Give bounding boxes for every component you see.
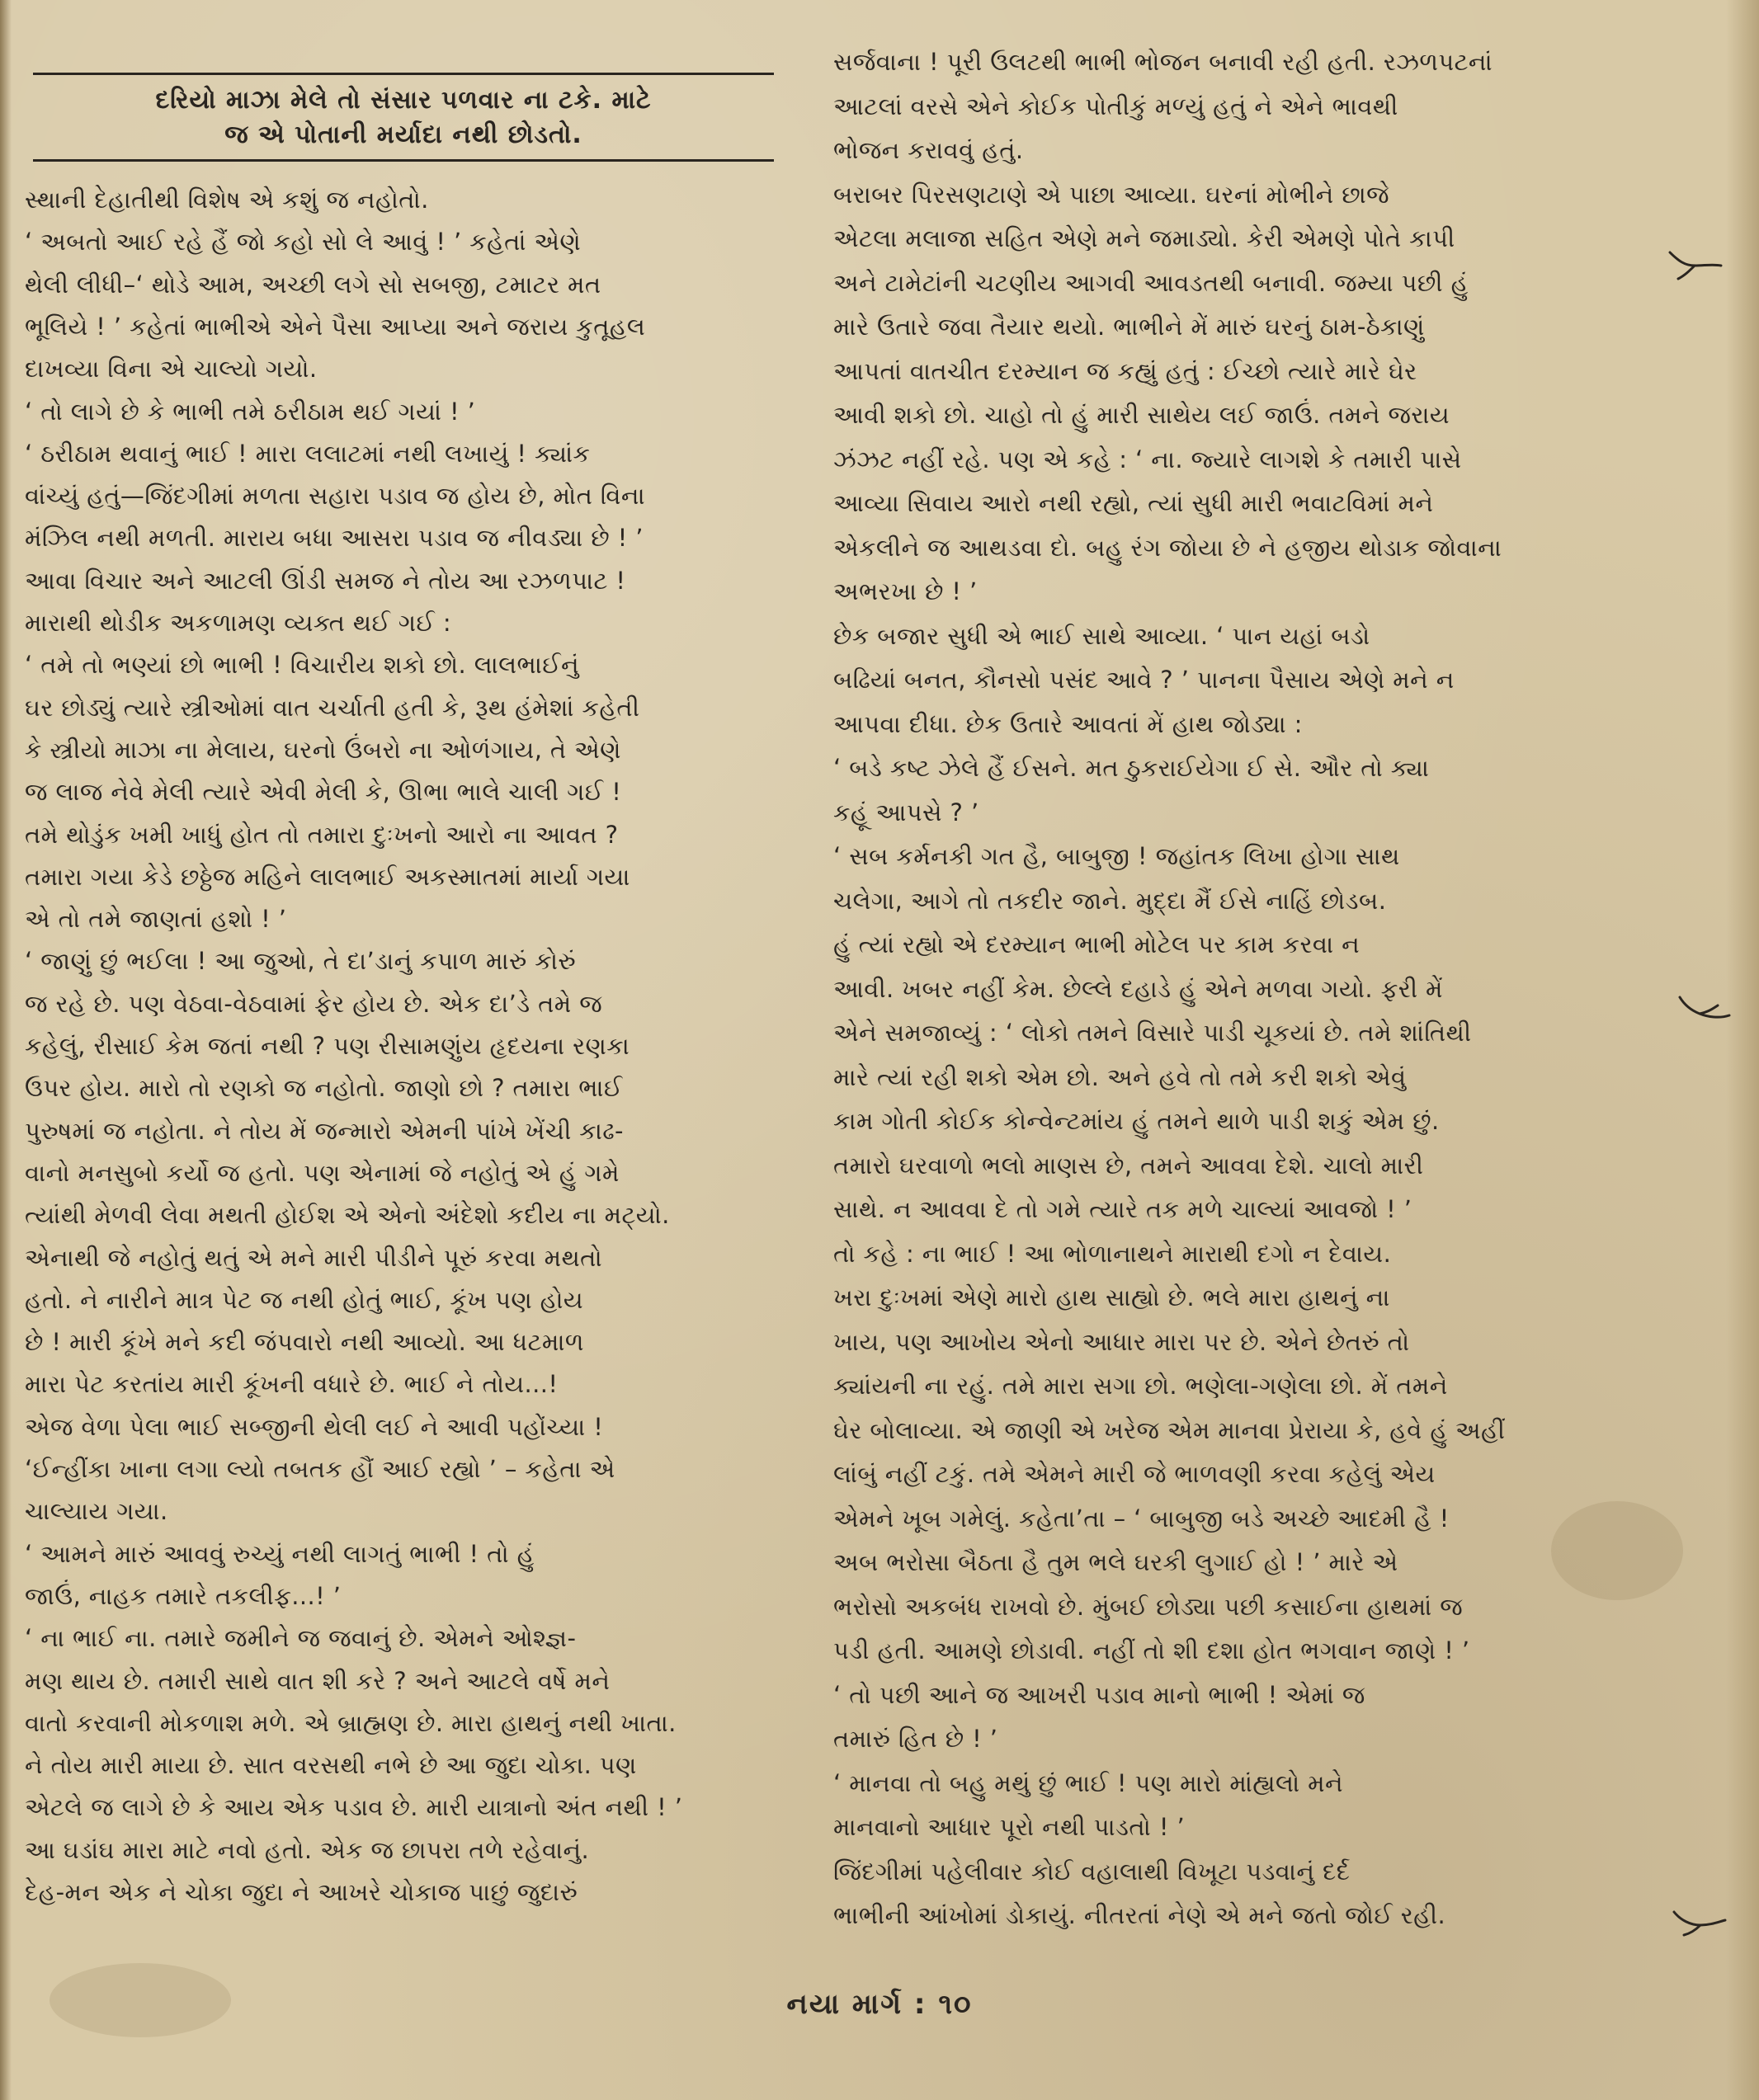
page-edge-shadow (1726, 0, 1759, 2100)
text-line: કહેલું, રીસાઈ કેમ જતાં નથી ? પણ રીસામણુંય હૃદયના રણકા (25, 1032, 630, 1060)
page-edge-shadow (0, 0, 12, 2100)
text-line: મારા પેટ કરતાંય મારી કૂંખની વધારે છે. ભાઈ ને તોય...! (25, 1370, 559, 1399)
text-line: જ રહે છે. પણ વેઠવા-વેઠવામાં ફેર હોય છે. એક દા’ડે તમે જ (25, 989, 603, 1018)
page-footer: નયા માર્ગ : ૧૦ (786, 1988, 973, 2021)
text-line: મંઝિલ નથી મળતી. મારાય બધા આસરા પડાવ જ નીવડ્યા છે ! ’ (25, 524, 644, 553)
text-line: સ્થાની દેહાતીથી વિશેષ એ કશું જ નહોતો. (25, 186, 429, 214)
text-line: કહૂં આપસે ? ’ (833, 798, 979, 826)
text-line: હતો. ને નારીને માત્ર પેટ જ નથી હોતું ભાઈ, કૂંખ પણ હોય (25, 1285, 584, 1314)
text-line: જ લાજ નેવે મેલી ત્યારે એવી મેલી કે, ઊભા ભાલે ચાલી ગઈ ! (25, 778, 622, 807)
paper-stain (1551, 1501, 1683, 1600)
text-line: લાંબું નહીં ટકું. તમે એમને મારી જે ભાળવણી કરવા કહેલું એય (833, 1460, 1436, 1488)
text-line: આવી શકો છો. ચાહો તો હું મારી સાથેય લઈ જાઉં. તમને જરાય (833, 401, 1450, 429)
text-line: આવ્યા સિવાય આરો નથી રહ્યો, ત્યાં સુધી મારી ભવાટવિમાં મને (833, 489, 1434, 517)
bird-sketch-icon (1667, 247, 1724, 280)
text-line: ‘ ઠરીઠામ થવાનું ભાઈ ! મારા લલાટમાં નથી લખાયું ! ક્યાંક (25, 439, 591, 468)
text-line: ભોજન કરાવવું હતું. (833, 136, 1024, 164)
text-line: વાતો કરવાની મોકળાશ મળે. એ બ્રાહ્મણ છે. મારા હાથનું નથી ખાતા. (25, 1708, 677, 1737)
text-line: આવા વિચાર અને આટલી ઊંડી સમજ ને તોય આ રઝળપાટ ! (25, 566, 626, 595)
text-line: જિંદગીમાં પહેલીવાર કોઈ વહાલાથી વિખૂટા પડવાનું દર્દ (833, 1857, 1351, 1886)
text-line: કામ ગોતી કોઈક કોન્વેન્ટમાંય હું તમને થાળે પાડી શકું એમ છું. (833, 1107, 1440, 1135)
text-line: તમારું હિત છે ! ’ (833, 1725, 998, 1753)
text-line: આપવા દીધા. છેક ઉતારે આવતાં મેં હાથ જોડ્યા : (833, 709, 1303, 738)
text-line: પુરુષમાં જ નહોતા. ને તોય મેં જન્મારો એમની પાંખે ખેંચી કાઢ- (25, 1116, 624, 1145)
text-line: વાનો મનસુબો કર્યો જ હતો. પણ એનામાં જે નહોતું એ હું ગમે (25, 1158, 620, 1187)
text-line: ત્યાંથી મેળવી લેવા મથતી હોઈશ એ એનો અંદેશો કદીય ના મટ્યો. (25, 1201, 670, 1230)
text-line: હું ત્યાં રહ્યો એ દરમ્યાન ભાભી મોટેલ પર કામ કરવા ન (833, 930, 1361, 958)
text-line: માનવાનો આધાર પૂરો નથી પાડતો ! ’ (833, 1813, 1186, 1841)
text-line: છે ! મારી કૂંખે મને કદી જંપવારો નથી આવ્યો. આ ધટમાળ (25, 1328, 584, 1357)
text-line: ‘ઈન્હીંકા ખાના લગા લ્યો તબતક હૌં આઈ રહ્યો ’ – કહેતા એ (25, 1455, 615, 1483)
text-line: દેહ-મન એક ને ચોકા જુદા ને આખરે ચોકાજ પાછું જુદારું (25, 1878, 578, 1906)
text-line: અને ટામેટાંની ચટણીય આગવી આવડતથી બનાવી. જમ્યા પછી હું (833, 268, 1469, 297)
text-line: ‘ ના ભાઈ ના. તમારે જમીને જ જવાનું છે. એમને ઓશ્જ્ઞ- (25, 1624, 577, 1653)
text-line: તમારા ગયા કેડે છઠ્ઠેજ મહિને લાલભાઈ અકસ્માતમાં માર્યા ગયા (25, 862, 630, 891)
text-line: અભરખા છે ! ’ (833, 577, 978, 605)
text-line: છેક બજાર સુધી એ ભાઈ સાથે આવ્યા. ‘ પાન યહાં બડો (833, 621, 1370, 650)
text-line: મારાથી થોડીક અકળામણ વ્યક્ત થઈ ગઈ : (25, 609, 452, 637)
text-line: આવી. ખબર નહીં કેમ. છેલ્લે દહાડે હું એને મળવા ગયો. ફરી મેં (833, 974, 1443, 1003)
text-line: ચાલ્યાય ગયા. (25, 1497, 168, 1526)
text-line: મણ થાય છે. તમારી સાથે વાત શી કરે ? અને આટલે વર્ષે મને (25, 1666, 611, 1695)
text-line: આટલાં વરસે એને કોઈક પોતીકું મળ્યું હતું ને એને ભાવથી (833, 92, 1398, 120)
text-line: ભાભીની આંખોમાં ડોકાયું. નીતરતાં નેણે એ મને જતો જોઈ રહી. (833, 1901, 1446, 1929)
text-line: ‘ બડે કષ્ટ ઝેલે હૈં ઈસને. મત ઠુકરાઈયેગા ઈ સે. ઔર તો ક્યા (833, 754, 1430, 782)
text-line: પડી હતી. આમણે છોડાવી. નહીં તો શી દશા હોત ભગવાન જાણે ! ’ (833, 1636, 1470, 1664)
text-line: વાંચ્યું હતું—જિંદગીમાં મળતા સહારા પડાવ જ હોય છે, મોત વિના (25, 482, 645, 511)
text-line: ઉપર હોય. મારો તો રણકો જ નહોતો. જાણો છો ? તમારા ભાઈ (25, 1074, 623, 1103)
text-line: ‘ તો લાગે છે કે ભાભી તમે ઠરીઠામ થઈ ગયાં ! ’ (25, 397, 476, 426)
text-line: ભરોસો અકબંધ રાખવો છે. મુંબઈ છોડ્યા પછી કસાઈના હાથમાં જ (833, 1592, 1464, 1621)
text-line: ‘ તમે તો ભણ્યાં છો ભાભી ! વિચારીય શકો છો. લાલભાઈનું (25, 651, 579, 680)
text-line: અબ ભરોસા બૈઠતા હૈ તુમ ભલે ઘરકી લુગાઈ હો ! ’ મારે એ (833, 1548, 1398, 1576)
text-line: ‘ સબ કર્મનકી ગત હૈ, બાબુજી ! જહાંતક લિખા હોગા સાથ (833, 842, 1400, 870)
text-line: દાખવ્યા વિના એ ચાલ્યો ગયો. (25, 355, 318, 384)
text-line: ખરા દુઃખમાં એણે મારો હાથ સાહ્યો છે. ભલે મારા હાથનું ના (833, 1283, 1390, 1311)
text-line: થેલી લીધી–‘ થોડે આમ, અચ્છી લગે સો સબજી, ટમાટર મત (25, 270, 601, 299)
text-line: ઝંઝટ નહીં રહે. પણ એ કહે : ‘ ના. જ્યારે લાગશે કે તમારી પાસે (833, 445, 1462, 473)
text-line: મારે ઉતારે જવા તૈયાર થયો. ભાભીને મેં મારું ઘરનું ઠામ-ઠેકાણું (833, 313, 1425, 341)
pull-quote-line: દરિયો માઝા મેલે તો સંસાર પળવાર ના ટકે. માટે (155, 86, 652, 115)
text-line: એકલીને જ આથડવા દો. બહુ રંગ જોયા છે ને હજીય થોડાક જોવાના (833, 533, 1502, 562)
text-line: એટલે જ લાગે છે કે આય એક પડાવ છે. મારી યાત્રાનો અંત નથી ! ’ (25, 1793, 683, 1822)
text-line: ઘર છોડ્યું ત્યારે સ્ત્રીઓમાં વાત ચર્ચાતી હતી કે, રૂથ હંમેશાં કહેતી (25, 693, 640, 722)
text-line: ‘ માનવા તો બહુ મથું છું ભાઈ ! પણ મારો માંહ્યલો મને (833, 1768, 1344, 1797)
text-line: બરાબર પિરસણટાણે એ પાછા આવ્યા. ઘરનાં મોભીને છાજે (833, 180, 1389, 209)
text-line: બઢિયાં બનત, કૌનસો પસંદ આવે ? ’ પાનના પૈસાય એણે મને ન (833, 666, 1455, 694)
text-line: સર્જવાના ! પૂરી ઉલટથી ભાભી ભોજન બનાવી રહી હતી. રઝળપટનાં (833, 48, 1493, 76)
text-line: એજ વેળા પેલા ભાઈ સબ્જીની થેલી લઈ ને આવી પહોંચ્યા ! (25, 1412, 604, 1441)
text-line: એમને ખૂબ ગમેલું. કહેતા’તા – ‘ બાબુજી બડે અચ્છે આદમી હૈ ! (833, 1504, 1450, 1533)
text-line: એ તો તમે જાણતાં હશો ! ’ (25, 905, 287, 934)
text-line: તમારો ઘરવાળો ભલો માણસ છે, તમને આવવા દેશે. ચાલો મારી (833, 1151, 1424, 1179)
bird-sketch-icon (1671, 1905, 1728, 1938)
text-line: એને સમજાવ્યું : ‘ લોકો તમને વિસારે પાડી ચૂકયાં છે. તમે શાંતિથી (833, 1019, 1472, 1047)
pull-quote (33, 73, 774, 162)
text-line: ને તોય મારી માયા છે. સાત વરસથી નભે છે આ જુદા ચોકા. પણ (25, 1751, 637, 1780)
text-line: ‘ અબતો આઈ રહે હૈં જો કહો સો લે આવું ! ’ કહેતાં એણે (25, 228, 582, 257)
text-line: ચલેગા, આગે તો તકદીર જાને. મુદ્દા મૈં ઈસે નાહિં છોડબ. (833, 886, 1387, 915)
text-line: ‘ આમને મારું આવવું રુચ્યું નથી લાગતું ભાભી ! તો હું (25, 1539, 535, 1568)
text-line: એટલા મલાજા સહિત એણે મને જમાડ્યો. કેરી એમણે પોતે કાપી (833, 224, 1455, 252)
text-line: ક્યાંયની ના રહું. તમે મારા સગા છો. ભણેલા-ગણેલા છો. મેં તમને (833, 1372, 1448, 1400)
text-line: ભૂલિયે ! ’ કહેતાં ભાભીએ એને પૈસા આપ્યા અને જરાય કુતૂહલ (25, 312, 646, 341)
text-line: આપતાં વાતચીત દરમ્યાન જ કહ્યું હતું : ઈચ્છો ત્યારે મારે ઘેર (833, 356, 1417, 385)
text-line: સાથે. ન આવવા દે તો ગમે ત્યારે તક મળે ચાલ્યાં આવજો ! ’ (833, 1195, 1412, 1223)
text-line: કે સ્ત્રીયો માઝા ના મેલાય, ઘરનો ઉંબરો ના ઓળંગાય, તે એણે (25, 735, 621, 764)
text-line: આ ઘડાંઘ મારા માટે નવો હતો. એક જ છાપરા તળે રહેવાનું. (25, 1835, 590, 1864)
pull-quote-line: જ એ પોતાની મર્યાદા નથી છોડતો. (224, 120, 582, 149)
text-line: એનાથી જે નહોતું થતું એ મને મારી પીડીને પૂરું કરવા મથતો (25, 1243, 603, 1272)
text-line: જાઉં, નાહક તમારે તકલીફ...! ’ (25, 1581, 342, 1610)
text-line: ‘ તો પછી આને જ આખરી પડાવ માનો ભાભી ! એમાં જ (833, 1680, 1365, 1709)
text-line: મારે ત્યાં રહી શકો એમ છો. અને હવે તો તમે કરી શકો એવું (833, 1062, 1407, 1091)
bird-sketch-icon (1675, 994, 1733, 1027)
text-line: તમે થોડુંક ખમી ખાધું હોત તો તમારા દુઃખનો આરો ના આવત ? (25, 820, 619, 849)
text-line: ખાય, પણ આખોય એનો આધાર મારા પર છે. એને છેતરું તો (833, 1327, 1410, 1356)
text-line: ઘેર બોલાવ્યા. એ જાણી એ ખરેજ એમ માનવા પ્રેરાયા કે, હવે હું અહીં (833, 1415, 1506, 1444)
text-line: ‘ જાણું છું ભઈલા ! આ જુઓ, તે દા’ડાનું કપાળ મારું કોરું (25, 947, 577, 976)
text-line: તો કહે : ના ભાઈ ! આ ભોળાનાથને મારાથી દગો ન દેવાય. (833, 1239, 1392, 1268)
